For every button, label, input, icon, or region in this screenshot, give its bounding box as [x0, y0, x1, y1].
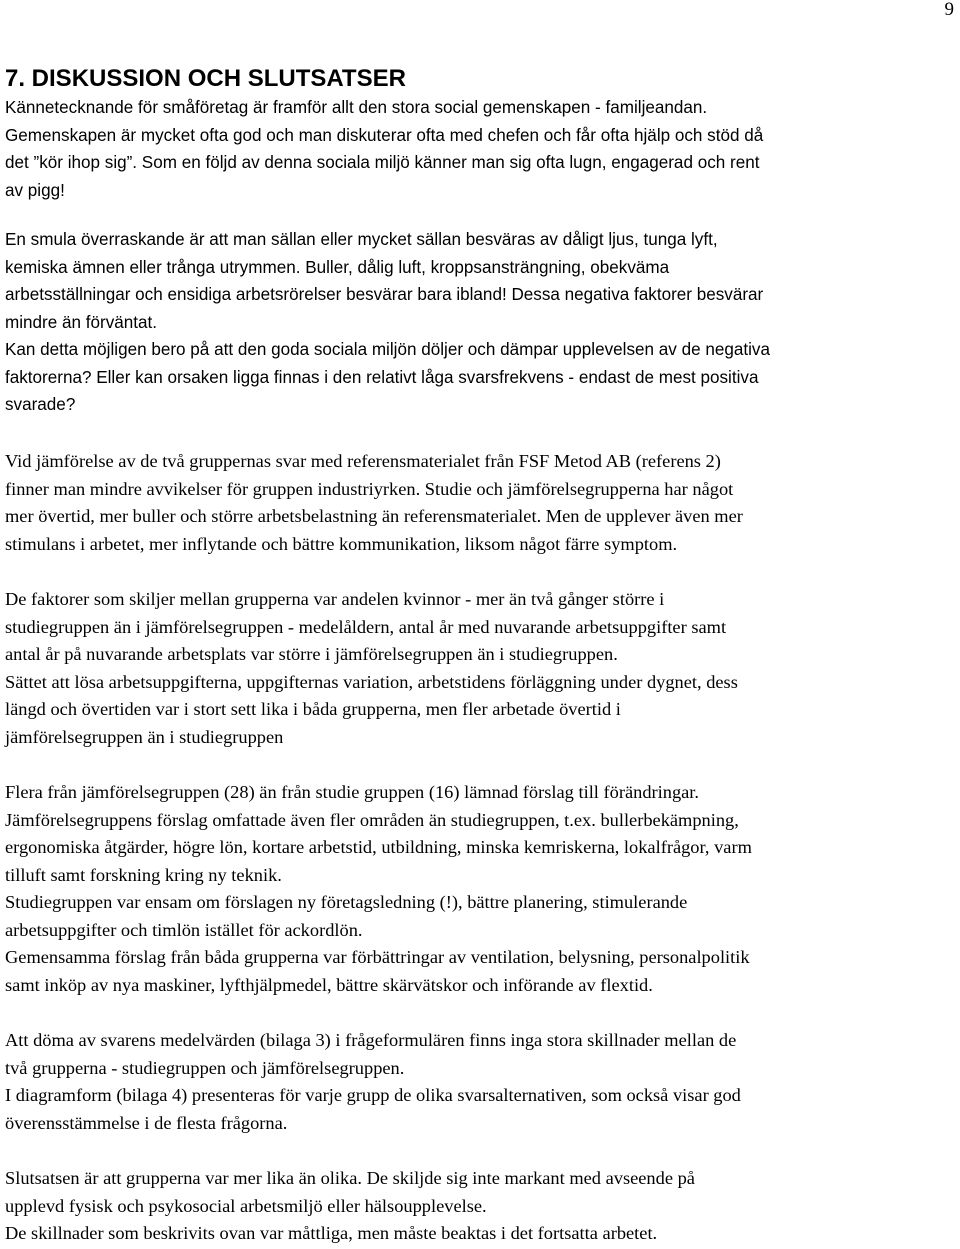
text-line: Sättet att lösa arbetsuppgifterna, uppgifternas variation, arbetstidens förläggning under dygnet, dess: [5, 671, 738, 692]
text-line: Kan detta möjligen bero på att den goda sociala miljön döljer och dämpar upplevelsen av de negativa: [5, 340, 770, 359]
text-line: stimulans i arbetet, mer inflytande och bättre kommunikation, liksom något färre symptom.: [5, 533, 678, 554]
text-line: De skillnader som beskrivits ovan var måttliga, men måste beaktas i det fortsatta arbetet.: [5, 1223, 658, 1243]
text-line: mindre än förväntat.: [5, 312, 158, 332]
paragraph-proposals: [5, 779, 958, 999]
paragraph-reference-comparison: [5, 448, 958, 558]
text-line: Gemensamma förslag från båda grupperna var förbättringar av ventilation, belysning, personalpolitik: [5, 947, 750, 967]
text-line: Flera från jämförelsegruppen (28) än från studie gruppen (16) lämnad förslag till förändringar.: [5, 782, 700, 802]
paragraph-mean-values: [5, 1027, 958, 1137]
text-line: tilluft samt forskning kring ny teknik.: [5, 864, 282, 885]
text-line: ergonomiska åtgärder, högre lön, kortare arbetstid, utbildning, minska kemriskerna, lokalfrågor, varm: [5, 837, 752, 857]
text-line: I diagramform (bilaga 4) presenteras för varje grupp de olika svarsalternativen, som också visar god: [5, 1085, 741, 1105]
text-line: arbetsställningar och ensidiga arbetsrörelser besvärar bara ibland! Dessa negativa faktorer besvärar: [5, 285, 764, 304]
text-line: studiegruppen än i jämförelsegruppen - medelåldern, antal år med nuvarande arbetsuppgifter samt: [5, 616, 727, 637]
paragraph-group-differences: [5, 586, 958, 751]
text-line: det ”kör ihop sig”. Som en följd av denna sociala miljö känner man sig ofta lugn, engagerad och rent: [5, 153, 760, 172]
text-line: finner man mindre avvikelser för gruppen industriyrken. Studie och jämförelsegrupperna har något: [5, 478, 734, 499]
text-line: kemiska ämnen eller trånga utrymmen. Buller, dålig luft, kroppsansträngning, obekväma: [5, 257, 670, 277]
page-number: 9: [944, 0, 954, 20]
text-line: Gemenskapen är mycket ofta god och man diskuterar ofta med chefen och får ofta hjälp och stöd då: [5, 125, 764, 145]
text-line: arbetsuppgifter och timlön istället för ackordlön.: [5, 919, 363, 940]
text-line: En smula överraskande är att man sällan eller mycket sällan besväras av dåligt ljus, tunga lyft,: [5, 230, 718, 249]
text-line: överensstämmelse i de flesta frågorna.: [5, 1112, 288, 1133]
text-line: antal år på nuvarande arbetsplats var större i jämförelsegruppen än i studiegruppen.: [5, 644, 618, 664]
text-line: två grupperna - studiegruppen och jämförelsegruppen.: [5, 1057, 405, 1078]
section-heading: 7. DISKUSSION OCH SLUTSATSER: [5, 65, 406, 92]
text-line: Slutsatsen är att grupperna var mer lika än olika. De skiljde sig inte markant med avseende på: [5, 1168, 695, 1188]
text-line: faktorerna? Eller kan orsaken ligga finnas i den relativt låga svarsfrekvens - endast de mest positiva: [5, 367, 759, 387]
text-line: av pigg!: [5, 180, 65, 200]
text-line: Kännetecknande för småföretag är framför allt den stora social gemenskapen - familjeandan.: [5, 98, 708, 117]
text-line: mer övertid, mer buller och större arbetsbelastning än referensmaterialet. Men de upplever även mer: [5, 506, 743, 526]
text-line: Studiegruppen var ensam om förslagen ny företagsledning (!), bättre planering, stimulerande: [5, 892, 688, 912]
text-line: längd och övertiden var i stort sett lika i båda grupperna, men fler arbetade övertid i: [5, 699, 621, 719]
text-line: jämförelsegruppen än i studiegruppen: [5, 726, 284, 747]
paragraph-physical-factors: [5, 226, 958, 419]
text-line: upplevd fysisk och psykosocial arbetsmiljö eller hälsoupplevelse.: [5, 1195, 487, 1216]
text-line: samt inköp av nya maskiner, lyfthjälpmedel, bättre skärvätskor och införande av flextid.: [5, 974, 653, 995]
text-line: Vid jämförelse av de två gruppernas svar med referensmaterialet från FSF Metod AB (referens 2): [5, 451, 721, 471]
text-line: Att döma av svarens medelvärden (bilaga 3) i frågeformulären finns inga stora skillnader mellan de: [5, 1030, 737, 1050]
paragraph-conclusion: [5, 1165, 958, 1248]
text-line: Jämförelsegruppens förslag omfattade även fler områden än studiegruppen, t.ex. bullerbekämpning,: [5, 809, 739, 830]
text-line: De faktorer som skiljer mellan grupperna var andelen kvinnor - mer än två gånger större i: [5, 589, 665, 609]
text-line: svarade?: [5, 395, 76, 414]
paragraph-social-environment: [5, 94, 958, 204]
